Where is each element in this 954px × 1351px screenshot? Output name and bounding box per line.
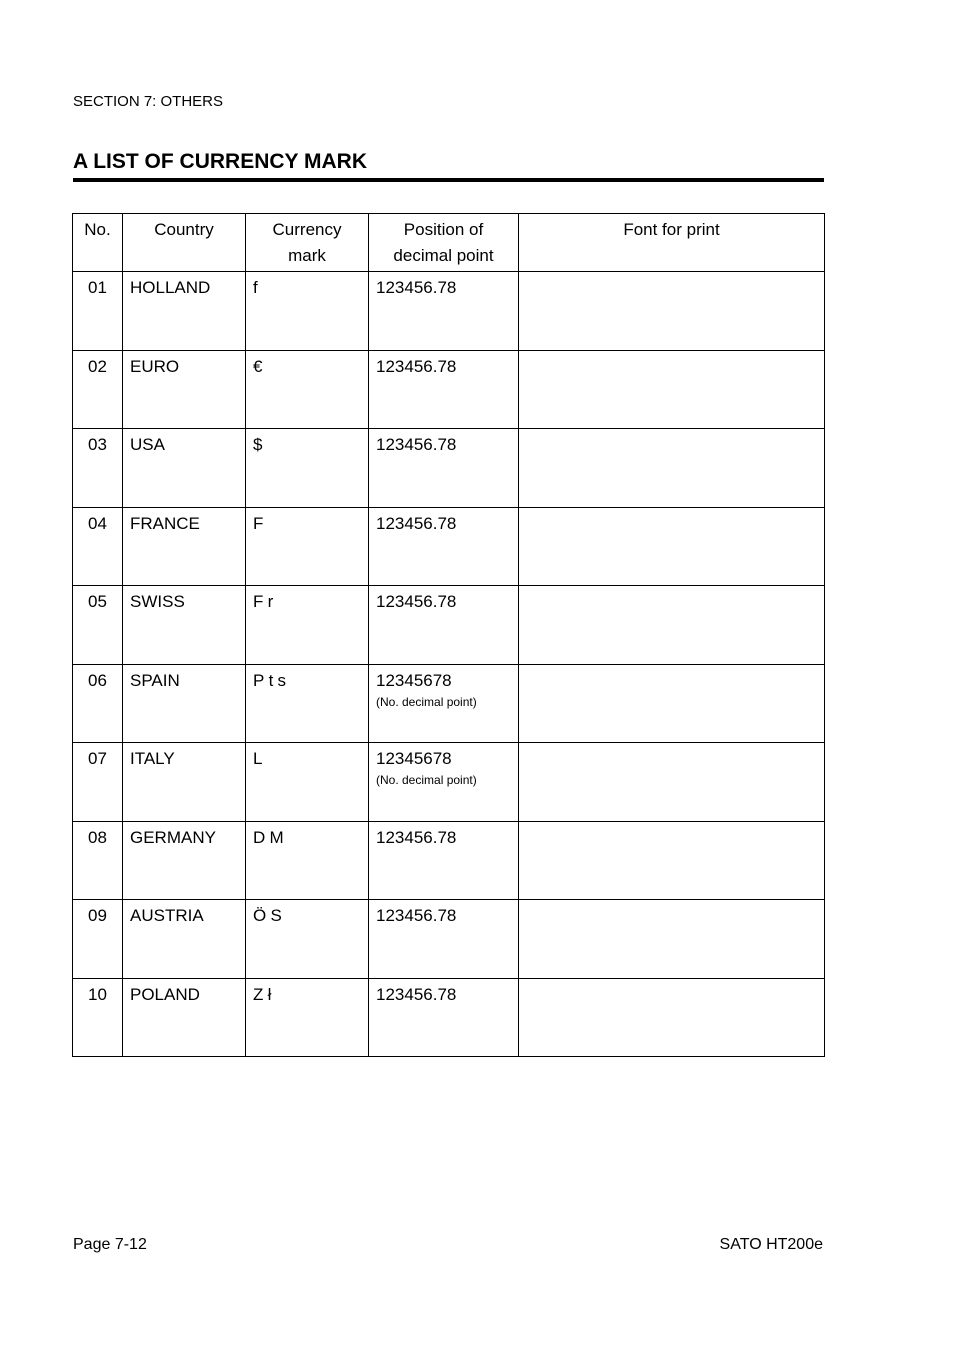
section-header: SECTION 7: OTHERS <box>73 93 224 110</box>
cell-no: 03 <box>73 429 123 508</box>
decimal-position-value: 123456.78 <box>376 906 457 925</box>
cell-decimal-position <box>369 429 519 508</box>
decimal-position-value: 12345678 <box>376 670 452 690</box>
cell-font-for-print <box>519 821 825 900</box>
table-row <box>73 429 825 508</box>
table-row <box>73 821 825 900</box>
cell-country: EURO <box>123 350 246 429</box>
table-header-row <box>73 214 825 272</box>
cell-font-for-print <box>519 978 825 1057</box>
cell-no: 08 <box>73 821 123 900</box>
decimal-position-value: 123456.78 <box>376 827 457 847</box>
cell-currency-mark: Fr <box>246 586 369 665</box>
footer-product-name: SATO HT200e <box>719 1236 823 1253</box>
cell-no: 01 <box>73 272 123 351</box>
cell-font-for-print <box>519 507 825 586</box>
header-currency-mark <box>246 214 369 272</box>
cell-country: SPAIN <box>123 664 246 743</box>
title-rule <box>73 178 824 182</box>
cell-currency-mark: ÖS <box>246 900 369 979</box>
cell-country: ITALY <box>123 743 246 822</box>
decimal-position-value: 123456.78 <box>376 278 457 297</box>
cell-font-for-print <box>519 664 825 743</box>
cell-currency-mark: DM <box>246 821 369 900</box>
cell-no: 02 <box>73 350 123 429</box>
cell-currency-mark: Pts <box>246 664 369 743</box>
decimal-position-value: 123456.78 <box>376 435 457 454</box>
cell-no: 05 <box>73 586 123 665</box>
cell-no: 10 <box>73 978 123 1057</box>
cell-currency-mark: F <box>246 507 369 586</box>
currency-table <box>72 213 825 1057</box>
cell-currency-mark: f <box>246 272 369 351</box>
table-row <box>73 900 825 979</box>
cell-no: 09 <box>73 900 123 979</box>
table-row <box>73 586 825 665</box>
table-row <box>73 507 825 586</box>
cell-decimal-position <box>369 978 519 1057</box>
cell-country: HOLLAND <box>123 272 246 351</box>
cell-decimal-position <box>369 743 519 822</box>
cell-decimal-position <box>369 900 519 979</box>
decimal-position-value: 123456.78 <box>376 356 457 376</box>
cell-decimal-position <box>369 272 519 351</box>
cell-country: SWISS <box>123 586 246 665</box>
cell-decimal-position <box>369 507 519 586</box>
header-currency-mark-line1: Currency <box>272 220 342 239</box>
decimal-position-value: 123456.78 <box>376 513 457 533</box>
header-decimal-position-line2: decimal point <box>393 246 494 265</box>
cell-decimal-position <box>369 821 519 900</box>
decimal-position-note: (No. decimal point) <box>376 773 477 787</box>
cell-font-for-print <box>519 272 825 351</box>
cell-no: 04 <box>73 507 123 586</box>
table-row <box>73 664 825 743</box>
cell-country: AUSTRIA <box>123 900 246 979</box>
cell-decimal-position <box>369 350 519 429</box>
cell-font-for-print <box>519 900 825 979</box>
decimal-position-value: 123456.78 <box>376 592 457 611</box>
table-row <box>73 272 825 351</box>
cell-country: GERMANY <box>123 821 246 900</box>
table-row <box>73 743 825 822</box>
header-currency-mark-line2: mark <box>288 246 326 265</box>
table-row <box>73 350 825 429</box>
table-row <box>73 978 825 1057</box>
cell-country: FRANCE <box>123 507 246 586</box>
cell-decimal-position <box>369 586 519 665</box>
cell-currency-mark: Zł <box>246 978 369 1057</box>
cell-no: 07 <box>73 743 123 822</box>
header-country: Country <box>123 214 246 272</box>
cell-country: USA <box>123 429 246 508</box>
decimal-position-value: 12345678 <box>376 749 452 768</box>
cell-currency-mark: € <box>246 350 369 429</box>
cell-font-for-print <box>519 350 825 429</box>
cell-font-for-print <box>519 429 825 508</box>
page-title: A LIST OF CURRENCY MARK <box>73 150 367 173</box>
table-body <box>73 272 825 1057</box>
header-decimal-position-line1: Position of <box>403 220 484 239</box>
decimal-position-note: (No. decimal point) <box>376 694 477 709</box>
cell-decimal-position <box>369 664 519 743</box>
footer-page-number: Page 7-12 <box>73 1236 147 1253</box>
cell-no: 06 <box>73 664 123 743</box>
header-font-for-print: Font for print <box>519 214 825 272</box>
cell-country: POLAND <box>123 978 246 1057</box>
cell-font-for-print <box>519 586 825 665</box>
cell-currency-mark: $ <box>246 429 369 508</box>
header-no: No. <box>73 214 123 272</box>
decimal-position-value: 123456.78 <box>376 984 457 1004</box>
header-decimal-position <box>369 214 519 272</box>
cell-font-for-print <box>519 743 825 822</box>
cell-currency-mark: L <box>246 743 369 822</box>
